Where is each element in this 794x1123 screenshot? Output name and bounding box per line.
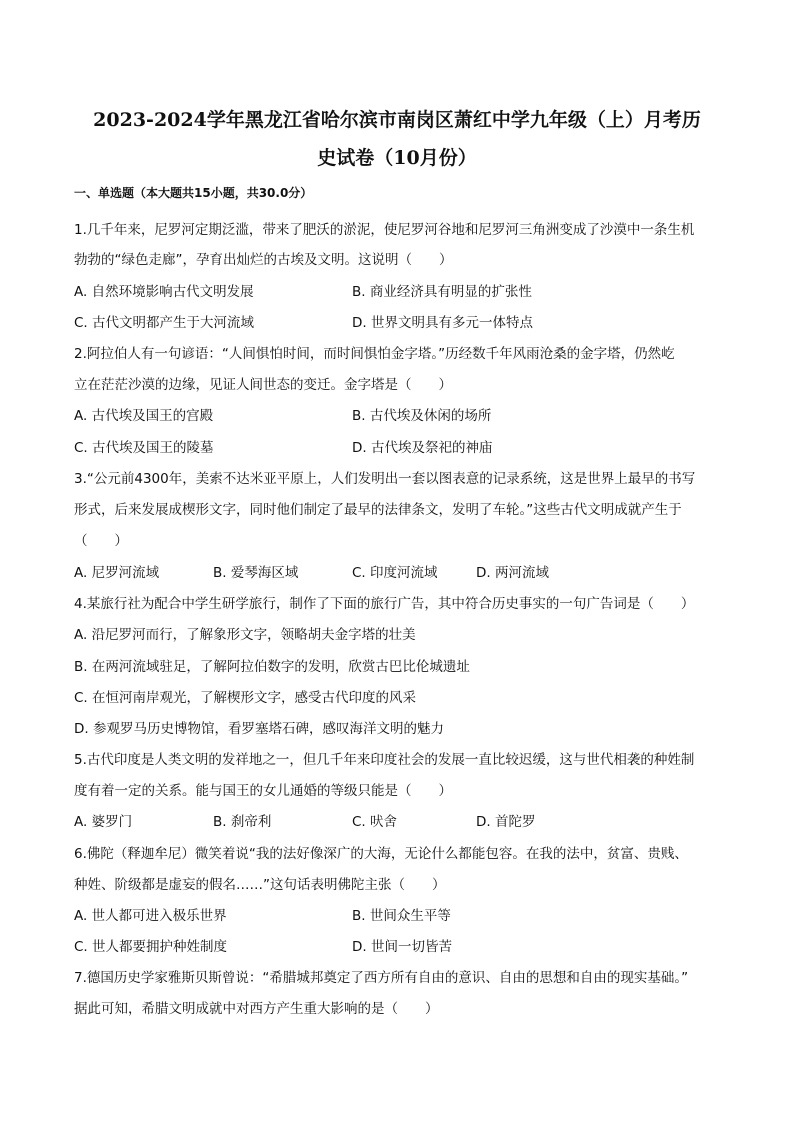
question-2-option-c[interactable]: C. 古代埃及国王的陵墓 (74, 440, 214, 456)
question-3-option-d[interactable]: D. 两河流域 (476, 565, 549, 581)
question-5-option-a[interactable]: A. 婆罗门 (74, 814, 133, 830)
question-7-stem-line-2: 据此可知，希腊文明成就中对西方产生重大影响的是（ ） (74, 1001, 439, 1017)
question-1-option-c[interactable]: C. 古代文明都产生于大河流域 (74, 315, 255, 331)
question-4-option-c[interactable]: C. 在恒河南岸观光，了解楔形文字，感受古代印度的风采 (74, 690, 417, 706)
question-2-option-a[interactable]: A. 古代埃及国王的宫殿 (74, 408, 214, 424)
question-6-option-a[interactable]: A. 世人都可进入极乐世界 (74, 908, 227, 924)
question-1-stem-line-1: 1.几千年来，尼罗河定期泛滥，带来了肥沃的淤泥，使尼罗河谷地和尼罗河三角洲变成了沙漠中一条生机 (74, 222, 695, 238)
question-4-option-a[interactable]: A. 沿尼罗河而行，了解象形文字，领略胡夫金字塔的壮美 (74, 627, 416, 643)
question-6-option-b[interactable]: B. 世间众生平等 (352, 908, 451, 924)
question-1-option-b[interactable]: B. 商业经济具有明显的扩张性 (352, 284, 532, 300)
question-5-option-b[interactable]: B. 刹帝利 (213, 814, 272, 830)
section-heading: 一、单选题（本大题共15小题，共30.0分） (74, 186, 313, 200)
exam-title-line-2: 史试卷（10月份） (317, 147, 477, 169)
question-5-option-d[interactable]: D. 首陀罗 (476, 814, 536, 830)
question-3-stem-line-3: （ ） (74, 533, 128, 549)
question-5-option-c[interactable]: C. 吠舍 (352, 814, 398, 830)
question-5-stem-line-2: 度有着一定的关系。能与国王的女儿通婚的等级只能是（ ） (74, 783, 452, 799)
question-1-option-a[interactable]: A. 自然环境影响古代文明发展 (74, 284, 254, 300)
question-3-stem-line-2: 形式，后来发展成楔形文字，同时他们制定了最早的法律条文，发明了车轮。”这些古代文明成就产生于 (74, 502, 682, 518)
question-3-option-c[interactable]: C. 印度河流域 (352, 565, 438, 581)
exam-title-line-1: 2023-2024学年黑龙江省哈尔滨市南岗区萧红中学九年级（上）月考历 (93, 109, 701, 131)
question-6-option-d[interactable]: D. 世间一切皆苦 (352, 939, 452, 955)
question-2-stem-line-1: 2.阿拉伯人有一句谚语：“人间惧怕时间，而时间惧怕金字塔。”历经数千年风雨沧桑的金字塔，仍然屹 (74, 346, 675, 362)
question-5-stem-line-1: 5.古代印度是人类文明的发祥地之一，但几千年来印度社会的发展一直比较迟缓，这与世代相袭的种姓制 (74, 752, 695, 768)
question-2-option-b[interactable]: B. 古代埃及休闲的场所 (352, 408, 492, 424)
question-6-option-c[interactable]: C. 世人都要拥护种姓制度 (74, 939, 228, 955)
question-1-option-d[interactable]: D. 世界文明具有多元一体特点 (352, 315, 533, 331)
question-2-option-d[interactable]: D. 古代埃及祭祀的神庙 (352, 440, 493, 456)
question-3-option-b[interactable]: B. 爱琴海区域 (213, 565, 299, 581)
question-6-stem-line-2: 种姓、阶级都是虚妄的假名……”这句话表明佛陀主张（ ） (74, 877, 446, 893)
question-4-option-d[interactable]: D. 参观罗马历史博物馆，看罗塞塔石碑，感叹海洋文明的魅力 (74, 721, 444, 737)
question-4-option-b[interactable]: B. 在两河流域驻足，了解阿拉伯数字的发明，欣赏古巴比伦城遗址 (74, 659, 470, 675)
question-6-stem-line-1: 6.佛陀（释迦牟尼）微笑着说“我的法好像深广的大海，无论什么都能包容。在我的法中，贫富、贵贱、 (74, 846, 688, 862)
question-3-option-a[interactable]: A. 尼罗河流域 (74, 565, 160, 581)
question-7-stem-line-1: 7.德国历史学家雅斯贝斯曾说：“希腊城邦奠定了西方所有自由的意识、自由的思想和自由的现实基础。” (74, 970, 689, 986)
question-3-stem-line-1: 3.“公元前4300年，美索不达米亚平原上，人们发明出一套以图表意的记录系统，这是世界上最早的书写 (74, 471, 696, 487)
question-4-stem-line-1: 4.某旅行社为配合中学生研学旅行，制作了下面的旅行广告，其中符合历史事实的一句广告词是（ ） (74, 596, 695, 612)
question-2-stem-line-2: 立在茫茫沙漠的边缘，见证人间世态的变迁。金字塔是（ ） (74, 377, 452, 393)
question-1-stem-line-2: 勃勃的“绿色走廊”，孕育出灿烂的古埃及文明。这说明（ ） (74, 252, 453, 268)
